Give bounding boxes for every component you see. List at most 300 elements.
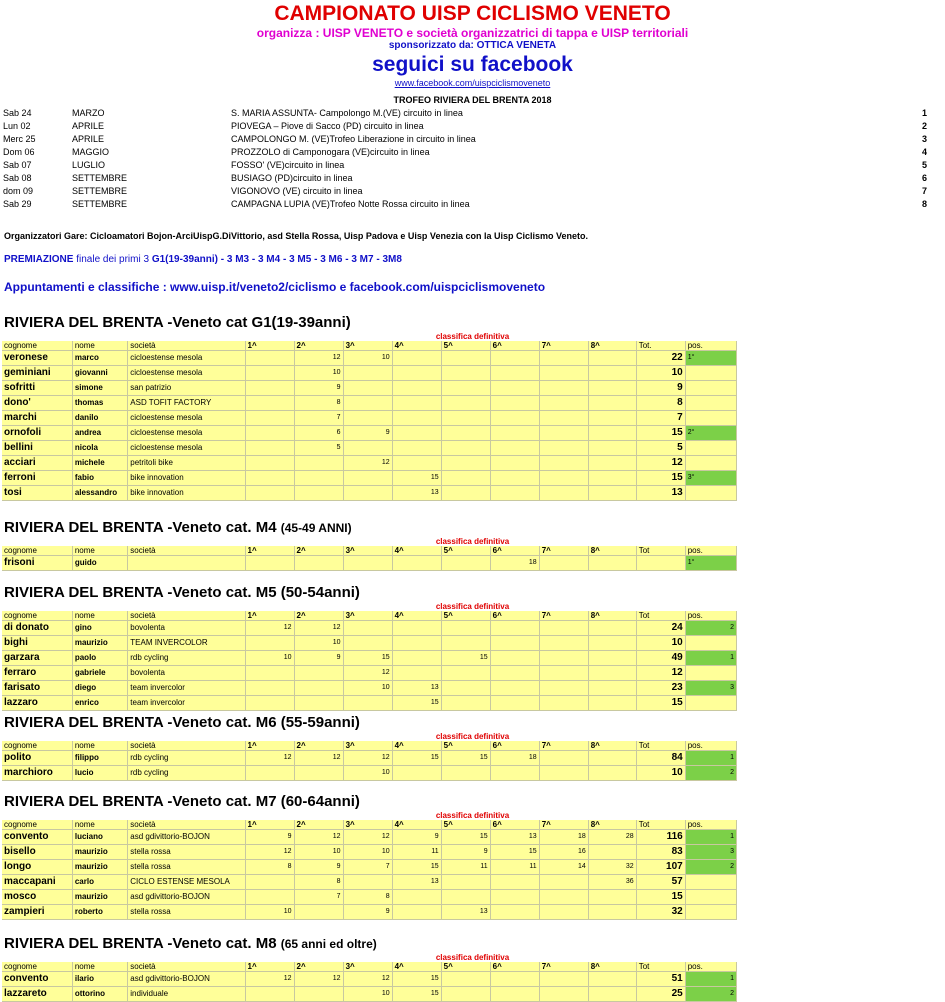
stage-points (588, 556, 636, 571)
table-row (2, 396, 737, 411)
classifica-label: classifica definitiva (435, 332, 510, 341)
stage-points: 12 (294, 621, 343, 636)
premiazione-label: PREMIAZIONE (4, 254, 74, 265)
stage-points (441, 890, 490, 905)
table-row (2, 411, 737, 426)
standings-table (2, 820, 737, 920)
stage-points (441, 366, 490, 381)
sponsor-line: sponsorizzato da: OTTICA VENETA (388, 40, 557, 51)
calendar-day: Lun 02 (3, 121, 31, 131)
calendar-row (0, 159, 945, 172)
header-stage: 2^ (294, 341, 343, 351)
calendar-month: SETTEMBRE (72, 173, 128, 183)
header-stage: 8^ (588, 546, 636, 556)
rider-surname: marchioro (2, 766, 72, 781)
rider-name: carlo (72, 875, 127, 890)
stage-points (441, 681, 490, 696)
stage-points (539, 681, 588, 696)
header-stage: 4^ (392, 962, 441, 972)
rider-name: gabriele (72, 666, 127, 681)
header-tot: Tot. (636, 341, 685, 351)
stage-points (588, 751, 636, 766)
stage-points: 9 (392, 830, 441, 845)
stage-points (588, 636, 636, 651)
stage-points: 12 (343, 972, 392, 987)
rider-team: san patrizio (128, 381, 245, 396)
rider-team: individuale (128, 987, 245, 1002)
stage-points: 10 (245, 905, 294, 920)
position-badge (685, 396, 736, 411)
stage-points (441, 381, 490, 396)
category-section (0, 519, 945, 568)
total-points: 15 (636, 696, 685, 711)
table-row (2, 651, 737, 666)
header-stage: 1^ (245, 741, 294, 751)
header-cognome: cognome (2, 962, 72, 972)
table-row (2, 972, 737, 987)
rider-surname: maccapani (2, 875, 72, 890)
rider-surname: veronese (2, 351, 72, 366)
stage-points: 12 (294, 972, 343, 987)
category-title (0, 714, 945, 732)
stage-points (588, 381, 636, 396)
stage-points: 15 (392, 972, 441, 987)
premiazione-text: finale dei primi 3 (73, 254, 152, 265)
stage-points (539, 987, 588, 1002)
stage-points (392, 426, 441, 441)
position-badge: 3 (685, 845, 736, 860)
stage-points (588, 486, 636, 501)
stage-points (294, 556, 343, 571)
header-stage: 2^ (294, 546, 343, 556)
header-nome: nome (72, 741, 127, 751)
header-stage: 3^ (343, 341, 392, 351)
category-section (0, 314, 945, 498)
stage-points (245, 875, 294, 890)
stage-points (490, 636, 539, 651)
header-stage: 6^ (490, 962, 539, 972)
rider-surname: zampieri (2, 905, 72, 920)
stage-points (490, 651, 539, 666)
rider-team: cicloestense mesola (128, 411, 245, 426)
header-stage: 5^ (441, 341, 490, 351)
position-badge (685, 666, 736, 681)
stage-points: 12 (343, 830, 392, 845)
stage-points (539, 366, 588, 381)
table-row (2, 456, 737, 471)
position-badge (685, 411, 736, 426)
total-points: 32 (636, 905, 685, 920)
stage-points: 8 (245, 860, 294, 875)
header-stage: 1^ (245, 546, 294, 556)
position-badge: 1 (685, 751, 736, 766)
category-title (0, 793, 945, 811)
calendar-stage-number: 2 (921, 121, 927, 131)
stage-points (245, 666, 294, 681)
header-stage: 2^ (294, 820, 343, 830)
stage-points: 13 (392, 486, 441, 501)
calendar-day: Sab 08 (3, 173, 32, 183)
table-row (2, 845, 737, 860)
stage-points (441, 987, 490, 1002)
header-tot: Tot (636, 962, 685, 972)
header-tot: Tot (636, 820, 685, 830)
total-points: 7 (636, 411, 685, 426)
rider-name: enrico (72, 696, 127, 711)
stage-points: 12 (294, 351, 343, 366)
rider-name: maurizio (72, 636, 127, 651)
rider-surname: farisato (2, 681, 72, 696)
rider-team: stella rossa (128, 905, 245, 920)
stage-points (392, 621, 441, 636)
stage-points (588, 426, 636, 441)
rider-team: asd gdivittorio-BOJON (128, 972, 245, 987)
table-row (2, 471, 737, 486)
stage-points: 15 (441, 651, 490, 666)
rider-surname: longo (2, 860, 72, 875)
header-stage: 7^ (539, 546, 588, 556)
rider-team: team invercolor (128, 681, 245, 696)
header-societa: società (128, 546, 245, 556)
calendar-location: PIOVEGA – Piove di Sacco (PD) circuito in linea (231, 121, 424, 131)
stage-points (294, 486, 343, 501)
stage-points (490, 681, 539, 696)
stage-points (588, 972, 636, 987)
rider-team: bike innovation (128, 486, 245, 501)
classifica-label: classifica definitiva (435, 537, 510, 546)
stage-points (441, 396, 490, 411)
stage-points: 12 (343, 666, 392, 681)
category-title-main: RIVIERA DEL BRENTA -Veneto cat. M4 (4, 519, 281, 536)
stage-points (490, 486, 539, 501)
category-title-main: RIVIERA DEL BRENTA -Veneto cat. M6 (55-59anni) (4, 714, 360, 731)
stage-points (245, 696, 294, 711)
stage-points: 10 (343, 681, 392, 696)
total-points: 15 (636, 471, 685, 486)
stage-points (245, 381, 294, 396)
calendar-day: Dom 06 (3, 147, 35, 157)
header-stage: 4^ (392, 820, 441, 830)
position-badge: 1 (685, 830, 736, 845)
stage-points (441, 696, 490, 711)
stage-points (245, 351, 294, 366)
header-stage: 2^ (294, 611, 343, 621)
classifica-label: classifica definitiva (435, 811, 510, 820)
rider-surname: bisello (2, 845, 72, 860)
total-points: 22 (636, 351, 685, 366)
position-badge: 1 (685, 972, 736, 987)
organizer-line: organizza : UISP VENETO e società organizzatrici di tappa e UISP territoriali (256, 26, 689, 40)
total-points: 57 (636, 875, 685, 890)
category-section (0, 793, 945, 917)
category-section (0, 584, 945, 708)
stage-points (392, 456, 441, 471)
table-header-row (2, 741, 737, 751)
stage-points (441, 411, 490, 426)
stage-points (245, 556, 294, 571)
header-nome: nome (72, 341, 127, 351)
total-points: 15 (636, 890, 685, 905)
header-stage: 6^ (490, 546, 539, 556)
table-row (2, 666, 737, 681)
rider-team: stella rossa (128, 845, 245, 860)
rider-name: gino (72, 621, 127, 636)
header-stage: 3^ (343, 741, 392, 751)
stage-points (588, 681, 636, 696)
position-badge: 2 (685, 766, 736, 781)
position-badge (685, 366, 736, 381)
header-stage: 1^ (245, 611, 294, 621)
stage-points (294, 766, 343, 781)
rider-team: TEAM INVERCOLOR (128, 636, 245, 651)
stage-points: 15 (392, 860, 441, 875)
stage-points: 18 (490, 751, 539, 766)
calendar-stage-number: 5 (921, 160, 927, 170)
header-nome: nome (72, 546, 127, 556)
stage-points (245, 471, 294, 486)
stage-points (539, 556, 588, 571)
classifica-label: classifica definitiva (435, 732, 510, 741)
stage-points (539, 411, 588, 426)
table-row (2, 426, 737, 441)
header-stage: 5^ (441, 962, 490, 972)
calendar-location: PROZZOLO di Camponogara (VE)circuito in linea (231, 147, 430, 157)
appuntamenti-link[interactable]: Appuntamenti e classifiche : www.uisp.it/veneto2/ciclismo e facebook.com/uispciclismoveneto (4, 280, 546, 294)
stage-points: 15 (490, 845, 539, 860)
stage-points (392, 666, 441, 681)
calendar-month: APRILE (72, 134, 105, 144)
classifica-label: classifica definitiva (435, 953, 510, 962)
table-row (2, 441, 737, 456)
header-tot: Tot (636, 611, 685, 621)
rider-name: marco (72, 351, 127, 366)
stage-points: 9 (343, 426, 392, 441)
facebook-link[interactable]: www.facebook.com/uispciclismoveneto (394, 78, 551, 88)
header-cognome: cognome (2, 546, 72, 556)
rider-name: ottorino (72, 987, 127, 1002)
table-header-row (2, 962, 737, 972)
total-points: 24 (636, 621, 685, 636)
stage-points (539, 456, 588, 471)
position-badge (685, 890, 736, 905)
header-stage: 6^ (490, 741, 539, 751)
stage-points (245, 486, 294, 501)
table-header-row (2, 820, 737, 830)
header-stage: 7^ (539, 611, 588, 621)
calendar-stage-number: 1 (921, 108, 927, 118)
rider-name: filippo (72, 751, 127, 766)
rider-name: danilo (72, 411, 127, 426)
table-row (2, 621, 737, 636)
header-stage: 6^ (490, 820, 539, 830)
stage-points (539, 972, 588, 987)
stage-points (539, 875, 588, 890)
stage-points (539, 696, 588, 711)
header-stage: 7^ (539, 820, 588, 830)
page-header (0, 2, 945, 106)
stage-points (539, 905, 588, 920)
rider-name: maurizio (72, 860, 127, 875)
calendar-stage-number: 6 (921, 173, 927, 183)
position-badge: 3° (685, 471, 736, 486)
category-title-age: (65 anni ed oltre) (280, 937, 377, 951)
standings-table (2, 341, 737, 501)
header-nome: nome (72, 611, 127, 621)
stage-points (343, 875, 392, 890)
table-row (2, 875, 737, 890)
table-row (2, 486, 737, 501)
stage-points (588, 987, 636, 1002)
stage-points (539, 651, 588, 666)
calendar-month: APRILE (72, 121, 105, 131)
stage-points: 12 (245, 845, 294, 860)
stage-points (441, 636, 490, 651)
position-badge (685, 441, 736, 456)
total-points: 49 (636, 651, 685, 666)
rider-name: roberto (72, 905, 127, 920)
total-points: 13 (636, 486, 685, 501)
calendar-row (0, 146, 945, 159)
stage-points: 9 (441, 845, 490, 860)
stage-points: 15 (392, 987, 441, 1002)
header-stage: 7^ (539, 962, 588, 972)
stage-points (245, 987, 294, 1002)
stage-points (490, 890, 539, 905)
header-stage: 5^ (441, 546, 490, 556)
header-nome: nome (72, 820, 127, 830)
stage-points (441, 456, 490, 471)
rider-name: fabio (72, 471, 127, 486)
calendar-location: CAMPOLONGO M. (VE)Trofeo Liberazione in circuito in linea (231, 134, 476, 144)
stage-points: 10 (294, 845, 343, 860)
category-section (0, 714, 945, 778)
rider-surname: mosco (2, 890, 72, 905)
stage-points (343, 486, 392, 501)
stage-points: 12 (343, 751, 392, 766)
header-cognome: cognome (2, 820, 72, 830)
stage-points (441, 426, 490, 441)
stage-points: 6 (294, 426, 343, 441)
category-title (0, 584, 945, 602)
stage-points (343, 556, 392, 571)
stage-points (490, 696, 539, 711)
stage-points (588, 651, 636, 666)
stage-points (441, 556, 490, 571)
position-badge: 1 (685, 651, 736, 666)
header-stage: 3^ (343, 820, 392, 830)
rider-surname: polito (2, 751, 72, 766)
calendar-day: Sab 24 (3, 108, 32, 118)
header-stage: 1^ (245, 341, 294, 351)
stage-points: 7 (294, 411, 343, 426)
stage-points (245, 766, 294, 781)
rider-team: petritoli bike (128, 456, 245, 471)
rider-team: cicloestense mesola (128, 351, 245, 366)
calendar-day: Sab 29 (3, 199, 32, 209)
total-points: 10 (636, 636, 685, 651)
rider-surname: di donato (2, 621, 72, 636)
stage-points: 10 (343, 987, 392, 1002)
stage-points (588, 890, 636, 905)
stage-points: 9 (343, 905, 392, 920)
rider-name: maurizio (72, 890, 127, 905)
stage-points: 9 (294, 860, 343, 875)
header-pos: pos. (685, 741, 736, 751)
race-calendar (0, 107, 945, 211)
stage-points (539, 751, 588, 766)
rider-name: michele (72, 456, 127, 471)
stage-points (490, 426, 539, 441)
stage-points (441, 486, 490, 501)
stage-points: 10 (343, 351, 392, 366)
header-societa: società (128, 962, 245, 972)
rider-surname: convento (2, 972, 72, 987)
table-row (2, 366, 737, 381)
calendar-day: dom 09 (3, 186, 34, 196)
stage-points: 15 (441, 751, 490, 766)
header-pos: pos. (685, 611, 736, 621)
position-badge: 2° (685, 426, 736, 441)
table-row (2, 830, 737, 845)
stage-points: 15 (392, 696, 441, 711)
stage-points: 28 (588, 830, 636, 845)
stage-points (245, 441, 294, 456)
rider-surname: garzara (2, 651, 72, 666)
stage-points: 7 (294, 890, 343, 905)
stage-points (343, 636, 392, 651)
header-cognome: cognome (2, 611, 72, 621)
stage-points (441, 875, 490, 890)
stage-points (539, 471, 588, 486)
rider-surname: acciari (2, 456, 72, 471)
rider-team: CICLO ESTENSE MESOLA (128, 875, 245, 890)
total-points: 10 (636, 766, 685, 781)
position-badge (685, 696, 736, 711)
stage-points: 15 (343, 651, 392, 666)
header-stage: 5^ (441, 741, 490, 751)
stage-points: 10 (245, 651, 294, 666)
stage-points (539, 441, 588, 456)
stage-points (539, 381, 588, 396)
table-row (2, 751, 737, 766)
stage-points: 11 (490, 860, 539, 875)
calendar-location: S. MARIA ASSUNTA- Campolongo M.(VE) circuito in linea (231, 108, 463, 118)
rider-team: cicloestense mesola (128, 441, 245, 456)
stage-points (245, 366, 294, 381)
stage-points: 12 (343, 456, 392, 471)
calendar-location: VIGONOVO (VE) circuito in linea (231, 186, 363, 196)
rider-name: paolo (72, 651, 127, 666)
stage-points (392, 351, 441, 366)
stage-points (392, 411, 441, 426)
premiazione-cats: G1(19-39anni) - 3 M3 - 3 M4 - 3 M5 - 3 M6 - 3 M7 - 3M8 (151, 254, 402, 265)
table-row (2, 351, 737, 366)
calendar-month: SETTEMBRE (72, 199, 128, 209)
stage-points (490, 456, 539, 471)
stage-points: 11 (392, 845, 441, 860)
rider-name: ilario (72, 972, 127, 987)
stage-points (294, 456, 343, 471)
stage-points (441, 351, 490, 366)
position-badge: 2 (685, 860, 736, 875)
stage-points (392, 766, 441, 781)
header-cognome: cognome (2, 341, 72, 351)
stage-points: 13 (441, 905, 490, 920)
stage-points (392, 556, 441, 571)
rider-surname: frisoni (2, 556, 72, 571)
total-points: 116 (636, 830, 685, 845)
stage-points (343, 396, 392, 411)
